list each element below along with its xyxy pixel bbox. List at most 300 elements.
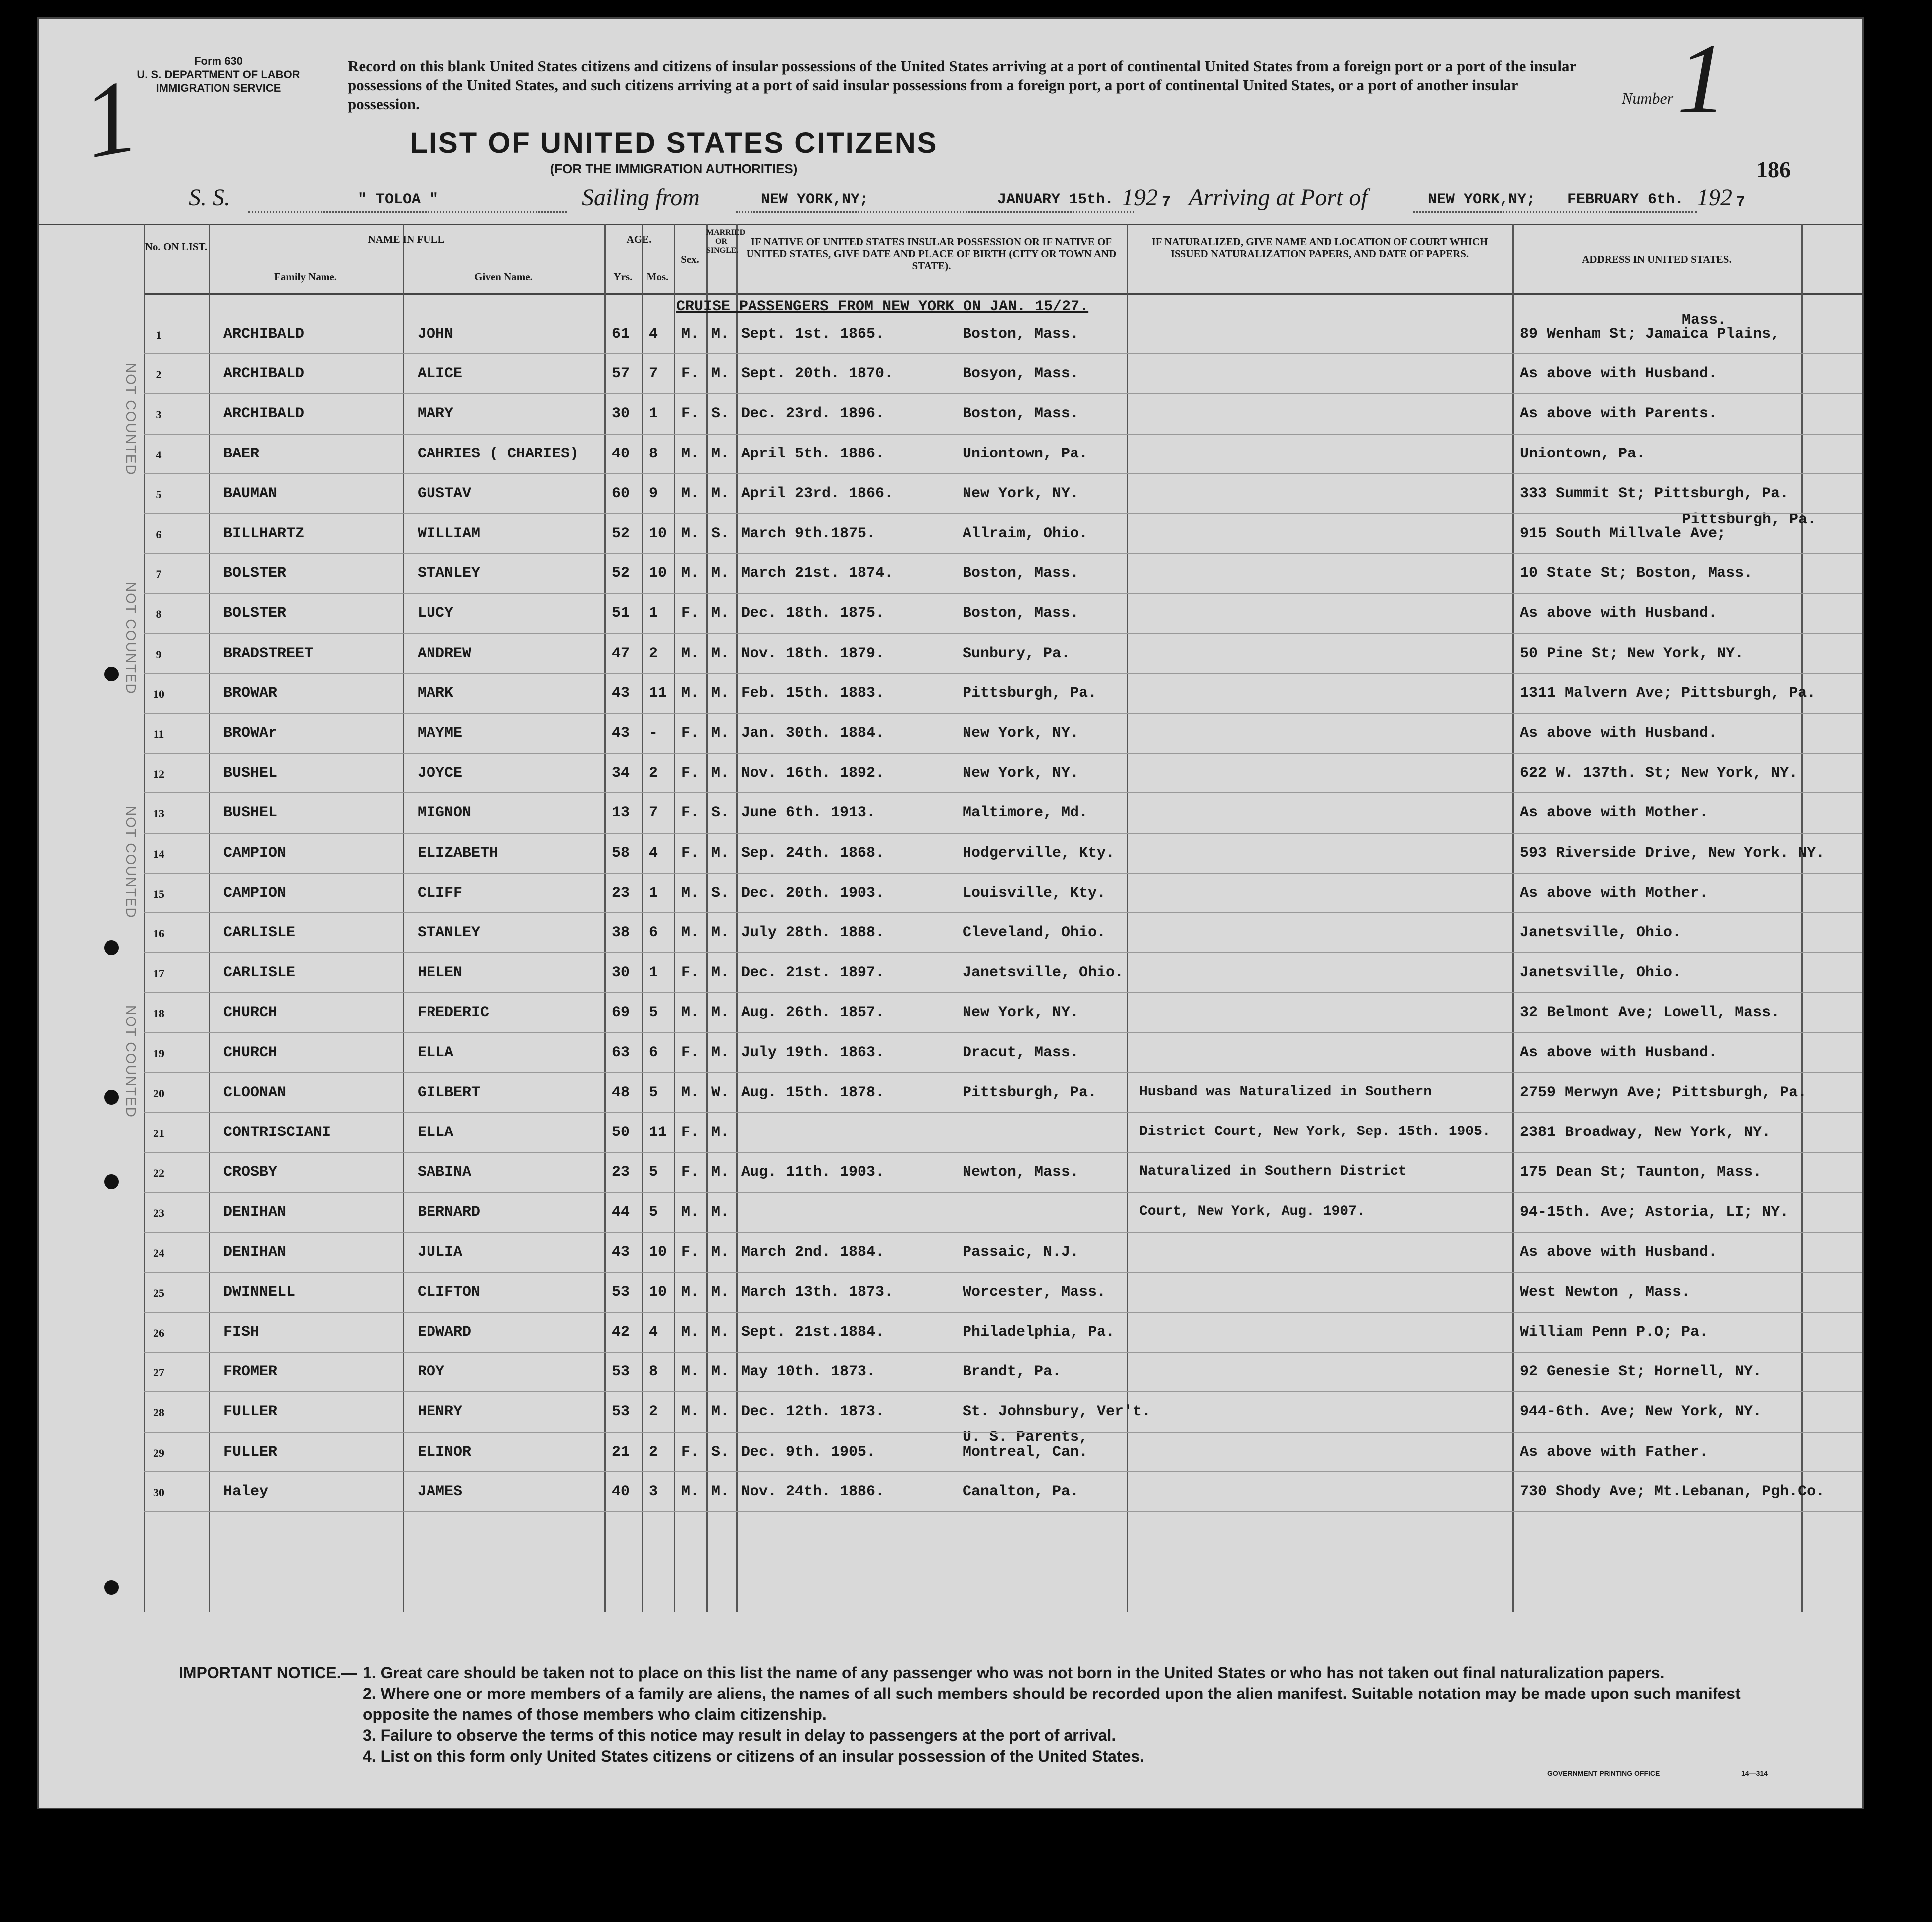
row-rule — [144, 1511, 1864, 1512]
cell-date: Jan. 30th. 1884. — [741, 725, 885, 742]
cell-ms: M. — [711, 924, 730, 941]
table-row — [39, 1194, 1864, 1234]
cell-sex: F. — [681, 844, 700, 862]
cell-family: FULLER — [223, 1443, 278, 1461]
cell-no: 23 — [153, 1207, 164, 1220]
cell-place: St. Johnsbury, Ver't. — [963, 1403, 1151, 1421]
cell-given: MARK — [418, 684, 454, 702]
cell-mos: 10 — [649, 1283, 667, 1301]
cell-sex: M. — [681, 1084, 700, 1101]
cell-date: March 2nd. 1884. — [741, 1244, 885, 1261]
cell-family: CARLISLE — [223, 964, 296, 982]
cell-ms: S. — [711, 525, 730, 542]
cell-family: CARLISLE — [223, 924, 296, 941]
cell-family: BOLSTER — [223, 605, 287, 622]
cell-addr: As above with Husband. — [1520, 605, 1717, 622]
cell-addr: As above with Husband. — [1520, 365, 1717, 383]
cell-addr: 32 Belmont Ave; Lowell, Mass. — [1520, 1004, 1780, 1021]
cell-no: 25 — [153, 1286, 164, 1299]
cell-addr: 1311 Malvern Ave; Pittsburgh, Pa. — [1520, 684, 1816, 702]
cell-sex: M. — [681, 645, 700, 662]
binder-hole — [104, 940, 119, 955]
cell-mos: 4 — [649, 326, 658, 342]
cell-addr: 92 Genesie St; Hornell, NY. — [1520, 1363, 1762, 1381]
cell-date: June 6th. 1913. — [741, 804, 876, 822]
cell-date: March 13th. 1873. — [741, 1283, 894, 1301]
cell-family: BILLHARTZ — [223, 525, 305, 542]
table-row — [39, 436, 1864, 475]
cell-ms: M. — [711, 645, 730, 662]
cell-date: July 28th. 1888. — [741, 924, 885, 941]
table-row — [39, 1393, 1864, 1433]
row-rule — [144, 992, 1864, 993]
cell-addr: 333 Summit St; Pittsburgh, Pa. — [1520, 485, 1789, 502]
cell-sex: M. — [681, 1483, 700, 1500]
sailing-year-suffix: 7 — [1162, 194, 1171, 211]
cell-family: CLOONAN — [223, 1084, 287, 1101]
table-row — [39, 994, 1864, 1034]
cell-addr: West Newton , Mass. — [1520, 1283, 1691, 1301]
cell-ms: M. — [711, 365, 730, 383]
row-rule — [144, 713, 1864, 714]
row-rule — [144, 1432, 1864, 1433]
cell-given: WILLIAM — [418, 525, 481, 542]
sailing-label: Sailing from — [582, 184, 700, 211]
cell-no: 9 — [156, 648, 162, 661]
cell-sex: F. — [681, 964, 700, 982]
cell-date: Dec. 23rd. 1896. — [741, 405, 885, 423]
cell-given: ELLA — [418, 1044, 454, 1061]
service: IMMIGRATION SERVICE — [156, 82, 281, 94]
cell-no: 7 — [156, 568, 162, 581]
cell-family: CAMPION — [223, 884, 287, 902]
cell-given: FREDERIC — [418, 1004, 490, 1021]
header-no-on-list: No. ON LIST. — [145, 241, 208, 253]
cell-nat: Husband was Naturalized in Southern — [1139, 1084, 1432, 1100]
passenger-table — [39, 224, 1864, 1612]
cell-date: March 21st. 1874. — [741, 565, 894, 582]
row-rule — [144, 593, 1864, 594]
header-married-single: MARRIED OR SINGLE. — [706, 228, 746, 255]
cell-place: New York, NY. — [963, 485, 1079, 502]
cell-date: Nov. 18th. 1879. — [741, 645, 885, 662]
row-rule — [144, 1391, 1864, 1392]
cell-addr: As above with Husband. — [1520, 725, 1717, 742]
cell-ms: M. — [711, 565, 730, 582]
cell-ms: M. — [711, 765, 730, 782]
cell-date: March 9th.1875. — [741, 525, 876, 542]
cell-addr: 175 Dean St; Taunton, Mass. — [1520, 1164, 1762, 1181]
cell-yrs: 47 — [612, 645, 630, 662]
row-rule — [144, 633, 1864, 634]
cell-yrs: 61 — [612, 326, 630, 342]
cell-family: BUSHEL — [223, 804, 278, 822]
cell-date: Aug. 26th. 1857. — [741, 1004, 885, 1021]
table-row — [39, 755, 1864, 794]
cell-ms: M. — [711, 445, 730, 462]
cell-no: 21 — [153, 1127, 164, 1139]
cell-ms: M. — [711, 1204, 730, 1221]
binder-hole — [104, 1580, 119, 1595]
table-row — [39, 1034, 1864, 1074]
sailing-date: JANUARY 15th. — [997, 191, 1114, 208]
table-row — [39, 914, 1864, 954]
cell-family: ARCHIBALD — [223, 326, 305, 342]
cell-family: DWINNELL — [223, 1283, 296, 1301]
cell-no: 2 — [156, 368, 162, 381]
header-sex: Sex. — [681, 253, 699, 265]
cell-sex: F. — [681, 765, 700, 782]
corner-number-mark: 1 — [74, 57, 146, 181]
cell-ms: M. — [711, 844, 730, 862]
cell-place: Pittsburgh, Pa. — [963, 684, 1097, 702]
cell-place: Newton, Mass. — [963, 1164, 1079, 1181]
cell-mos: 5 — [649, 1004, 658, 1021]
table-row — [39, 511, 1864, 555]
cell-date: Sep. 24th. 1868. — [741, 844, 885, 862]
department: U. S. DEPARTMENT OF LABOR — [137, 68, 300, 81]
cell-given: GILBERT — [418, 1084, 481, 1101]
printer-mark: GOVERNMENT PRINTING OFFICE — [1547, 1769, 1660, 1777]
table-row — [39, 395, 1864, 435]
notice-items — [363, 1662, 1796, 1767]
cell-family: ARCHIBALD — [223, 405, 305, 423]
cell-given: JOHN — [418, 326, 454, 342]
cell-ms: W. — [711, 1084, 730, 1101]
cell-yrs: 23 — [612, 1164, 630, 1181]
cell-given: EDWARD — [418, 1324, 472, 1341]
table-row — [39, 1354, 1864, 1393]
cell-no: 26 — [153, 1327, 164, 1339]
cell-mos: 7 — [649, 804, 658, 822]
row-rule — [144, 952, 1864, 953]
cell-yrs: 51 — [612, 605, 630, 622]
cell-family: BROWAR — [223, 684, 278, 702]
cell-given: ROY — [418, 1363, 445, 1381]
section-heading: CRUISE PASSENGERS FROM NEW YORK ON JAN. 15/27. — [676, 298, 1089, 315]
cell-family: DENIHAN — [223, 1204, 287, 1221]
cell-place: Allraim, Ohio. — [963, 525, 1088, 542]
notice-item: 1. Great care should be taken not to place on this list the name of any passenger who was not born in the United States or who has not taken out final naturalization papers. — [363, 1664, 1665, 1682]
cell-date: Feb. 15th. 1883. — [741, 684, 885, 702]
binder-hole — [104, 1174, 119, 1189]
row-rule — [144, 393, 1864, 394]
cell-given: HELEN — [418, 964, 463, 982]
table-row — [39, 1114, 1864, 1154]
row-rule — [144, 1192, 1864, 1193]
table-row — [39, 1074, 1864, 1114]
arrival-port: NEW YORK,NY; — [1428, 191, 1536, 208]
cell-yrs: 30 — [612, 964, 630, 982]
cell-mos: 6 — [649, 1044, 658, 1061]
cell-mos: 3 — [649, 1483, 658, 1500]
cell-given: HENRY — [418, 1403, 463, 1421]
cell-addr: 50 Pine St; New York, NY. — [1520, 645, 1744, 662]
notice-item: 4. List on this form only United States citizens or citizens of an insular possession of the United States. — [363, 1747, 1145, 1765]
header-family-name: Family Name. — [274, 271, 337, 283]
cell-ms: M. — [711, 1244, 730, 1261]
cell-place: Boston, Mass. — [963, 405, 1079, 423]
cell-place: New York, NY. — [963, 765, 1079, 782]
page-subtitle: (FOR THE IMMIGRATION AUTHORITIES) — [550, 161, 798, 176]
cell-no: 3 — [156, 408, 162, 421]
list-number: 1 — [1677, 24, 1726, 134]
form-code: 14—314 — [1741, 1769, 1768, 1777]
cell-given: CLIFTON — [418, 1283, 481, 1301]
cell-mos: 10 — [649, 565, 667, 582]
cell-yrs: 63 — [612, 1044, 630, 1061]
sailing-year-prefix: 192 — [1122, 184, 1158, 211]
table-row — [39, 1428, 1864, 1473]
cell-family: BAUMAN — [223, 485, 278, 502]
cell-no: 4 — [156, 448, 162, 461]
cell-sex: M. — [681, 1403, 700, 1421]
table-row — [39, 1274, 1864, 1314]
cell-yrs: 13 — [612, 804, 630, 822]
cell-given: BERNARD — [418, 1204, 481, 1221]
table-row — [39, 1234, 1864, 1274]
cell-yrs: 21 — [612, 1443, 630, 1461]
cell-given: GUSTAV — [418, 485, 472, 502]
table-row — [39, 835, 1864, 875]
not-counted-stamp: NOT COUNTED — [123, 806, 139, 919]
table-row — [39, 475, 1864, 515]
cell-no: 28 — [153, 1406, 164, 1419]
cell-family: CHURCH — [223, 1004, 278, 1021]
row-rule — [144, 1471, 1864, 1472]
cell-ms: M. — [711, 605, 730, 622]
cell-date: Dec. 12th. 1873. — [741, 1403, 885, 1421]
table-row — [39, 1154, 1864, 1194]
cell-sex: F. — [681, 1044, 700, 1061]
cell-place: New York, NY. — [963, 725, 1079, 742]
cell-mos: 4 — [649, 1324, 658, 1341]
cell-place-note: U. S. Parents, — [963, 1428, 1088, 1446]
cell-sex: F. — [681, 405, 700, 423]
cell-no: 14 — [153, 847, 164, 860]
cell-addr: 730 Shody Ave; Mt.Lebanan, Pgh.Co. — [1520, 1483, 1825, 1500]
cell-mos: 1 — [649, 884, 658, 902]
row-rule — [144, 513, 1864, 514]
cell-given: ALICE — [418, 365, 463, 383]
cell-yrs: 40 — [612, 445, 630, 462]
important-notice — [179, 1662, 1796, 1767]
cell-given: ELIZABETH — [418, 844, 499, 862]
cell-yrs: 50 — [612, 1124, 630, 1141]
row-rule — [144, 912, 1864, 913]
cell-ms: M. — [711, 1324, 730, 1341]
row-rule — [144, 353, 1864, 354]
cell-addr: 89 Wenham St; Jamaica Plains, — [1520, 326, 1780, 342]
cell-no: 30 — [153, 1486, 164, 1499]
cell-mos: 9 — [649, 485, 658, 502]
cell-sex: M. — [681, 445, 700, 462]
cell-place: Worcester, Mass. — [963, 1283, 1106, 1301]
cell-family: FROMER — [223, 1363, 278, 1381]
cell-given: STANLEY — [418, 924, 481, 941]
cell-no: 18 — [153, 1007, 164, 1020]
cell-no: 5 — [156, 488, 162, 501]
cell-no: 17 — [153, 967, 164, 980]
row-rule — [144, 1152, 1864, 1153]
cell-addr: 622 W. 137th. St; New York, NY. — [1520, 765, 1798, 782]
cell-mos: 5 — [649, 1204, 658, 1221]
notice-item: 3. Failure to observe the terms of this notice may result in delay to passengers at the port of arrival. — [363, 1726, 1116, 1744]
cell-given: CLIFF — [418, 884, 463, 902]
cell-family: BAER — [223, 445, 260, 462]
cell-given: MARY — [418, 405, 454, 423]
cell-family: BOLSTER — [223, 565, 287, 582]
cell-no: 29 — [153, 1446, 164, 1459]
page-number: 186 — [1756, 157, 1791, 182]
cell-given: MIGNON — [418, 804, 472, 822]
cell-given: SABINA — [418, 1164, 472, 1181]
cell-yrs: 53 — [612, 1403, 630, 1421]
cell-addr: 944-6th. Ave; New York, NY. — [1520, 1403, 1762, 1421]
cell-place: Cleveland, Ohio. — [963, 924, 1106, 941]
cell-mos: 1 — [649, 964, 658, 982]
number-label: Number — [1622, 89, 1674, 107]
cell-sex: M. — [681, 1324, 700, 1341]
cell-addr: Janetsville, Ohio. — [1520, 964, 1682, 982]
cell-ms: S. — [711, 804, 730, 822]
cell-mos: 8 — [649, 1363, 658, 1381]
cell-yrs: 52 — [612, 525, 630, 542]
cell-place: Passaic, N.J. — [963, 1244, 1079, 1261]
cell-ms: M. — [711, 1124, 730, 1141]
cell-no: 16 — [153, 927, 164, 940]
cell-sex: M. — [681, 525, 700, 542]
cell-yrs: 48 — [612, 1084, 630, 1101]
cell-yrs: 23 — [612, 884, 630, 902]
cell-family: FISH — [223, 1324, 260, 1341]
cell-mos: 6 — [649, 924, 658, 941]
row-rule — [144, 1232, 1864, 1233]
cell-addr2: Mass. — [1682, 312, 1727, 329]
cell-addr: As above with Father. — [1520, 1443, 1709, 1461]
cell-date: Nov. 24th. 1886. — [741, 1483, 885, 1500]
cell-ms: M. — [711, 1283, 730, 1301]
cell-yrs: 58 — [612, 844, 630, 862]
cell-given: ANDREW — [418, 645, 472, 662]
cell-mos: - — [649, 725, 658, 742]
cell-mos: 11 — [649, 1124, 667, 1141]
cell-yrs: 42 — [612, 1324, 630, 1341]
cell-sex: F. — [681, 1443, 700, 1461]
cell-place: Boston, Mass. — [963, 605, 1079, 622]
cell-sex: F. — [681, 725, 700, 742]
cell-ms: M. — [711, 1164, 730, 1181]
not-counted-stamp: NOT COUNTED — [123, 1005, 139, 1118]
cell-sex: M. — [681, 884, 700, 902]
cell-no: 1 — [156, 329, 162, 341]
cell-given: CAHRIES ( CHARIES) — [418, 445, 579, 462]
cell-place: Bosyon, Mass. — [963, 365, 1079, 383]
binder-hole — [104, 1090, 119, 1105]
cell-yrs: 43 — [612, 684, 630, 702]
cell-sex: F. — [681, 605, 700, 622]
row-rule — [144, 673, 1864, 674]
table-row — [39, 312, 1864, 355]
table-row — [39, 794, 1864, 834]
cell-addr: As above with Parents. — [1520, 405, 1717, 423]
manifest-sheet — [37, 17, 1864, 1809]
cell-yrs: 38 — [612, 924, 630, 941]
cell-sex: F. — [681, 1244, 700, 1261]
cell-family: CAMPION — [223, 844, 287, 862]
cell-no: 10 — [153, 687, 164, 700]
table-row — [39, 595, 1864, 635]
cell-place: Hodgerville, Kty. — [963, 844, 1115, 862]
row-rule — [144, 1312, 1864, 1313]
cell-date: Aug. 15th. 1878. — [741, 1084, 885, 1101]
cell-mos: 5 — [649, 1084, 658, 1101]
cell-yrs: 52 — [612, 565, 630, 582]
cell-ms: M. — [711, 326, 730, 342]
cell-no: 19 — [153, 1047, 164, 1060]
cell-no: 22 — [153, 1167, 164, 1180]
cell-addr: As above with Mother. — [1520, 804, 1709, 822]
cell-sex: M. — [681, 924, 700, 941]
cell-addr2: Pittsburgh, Pa. — [1682, 511, 1817, 528]
cell-addr: 915 South Millvale Ave; — [1520, 525, 1726, 542]
cell-nat: District Court, New York, Sep. 15th. 1905. — [1139, 1124, 1491, 1139]
cell-no: 24 — [153, 1246, 164, 1259]
form-identifier — [104, 54, 333, 95]
cell-ms: M. — [711, 1363, 730, 1381]
cell-family: BRADSTREET — [223, 645, 314, 662]
cell-date: April 5th. 1886. — [741, 445, 885, 462]
row-rule — [144, 1072, 1864, 1073]
cell-family: CROSBY — [223, 1164, 278, 1181]
cell-ms: M. — [711, 1403, 730, 1421]
row-rule — [144, 833, 1864, 834]
cell-ms: M. — [711, 1044, 730, 1061]
cell-sex: M. — [681, 565, 700, 582]
header-age: AGE. — [626, 233, 652, 245]
cell-mos: 10 — [649, 1244, 667, 1261]
table-row — [39, 715, 1864, 755]
cell-given: JAMES — [418, 1483, 463, 1500]
cell-given: STANLEY — [418, 565, 481, 582]
cell-family: FULLER — [223, 1403, 278, 1421]
cell-yrs: 44 — [612, 1204, 630, 1221]
header-bottom-rule — [144, 293, 1864, 295]
cell-yrs: 43 — [612, 725, 630, 742]
cell-no: 13 — [153, 807, 164, 820]
cell-place: Philadelphia, Pa. — [963, 1324, 1115, 1341]
cell-no: 8 — [156, 608, 162, 621]
row-rule — [144, 753, 1864, 754]
cell-sex: M. — [681, 326, 700, 342]
cell-sex: F. — [681, 365, 700, 383]
row-rule — [144, 1032, 1864, 1033]
cell-mos: 4 — [649, 844, 658, 862]
table-row — [39, 875, 1864, 914]
header-yrs: Yrs. — [613, 271, 633, 283]
cell-sex: M. — [681, 1283, 700, 1301]
cell-yrs: 57 — [612, 365, 630, 383]
cell-date: Sept. 1st. 1865. — [741, 326, 885, 342]
table-row — [39, 675, 1864, 715]
cell-family: CONTRISCIANI — [223, 1124, 331, 1141]
cell-given: JOYCE — [418, 765, 463, 782]
row-rule — [144, 473, 1864, 474]
row-rule — [144, 553, 1864, 554]
cell-no: 11 — [153, 728, 164, 740]
cell-place: Canalton, Pa. — [963, 1483, 1079, 1500]
record-note: Record on this blank United States citizens and citizens of insular possessions of the United States arriving at a port of continental United States from a foreign port or a port of the insular possessions of the United States, and such citizens arriving at a port of said insular possessions from a foreign port, a port of continental United States, or a port of another insular possession. — [348, 57, 1576, 113]
